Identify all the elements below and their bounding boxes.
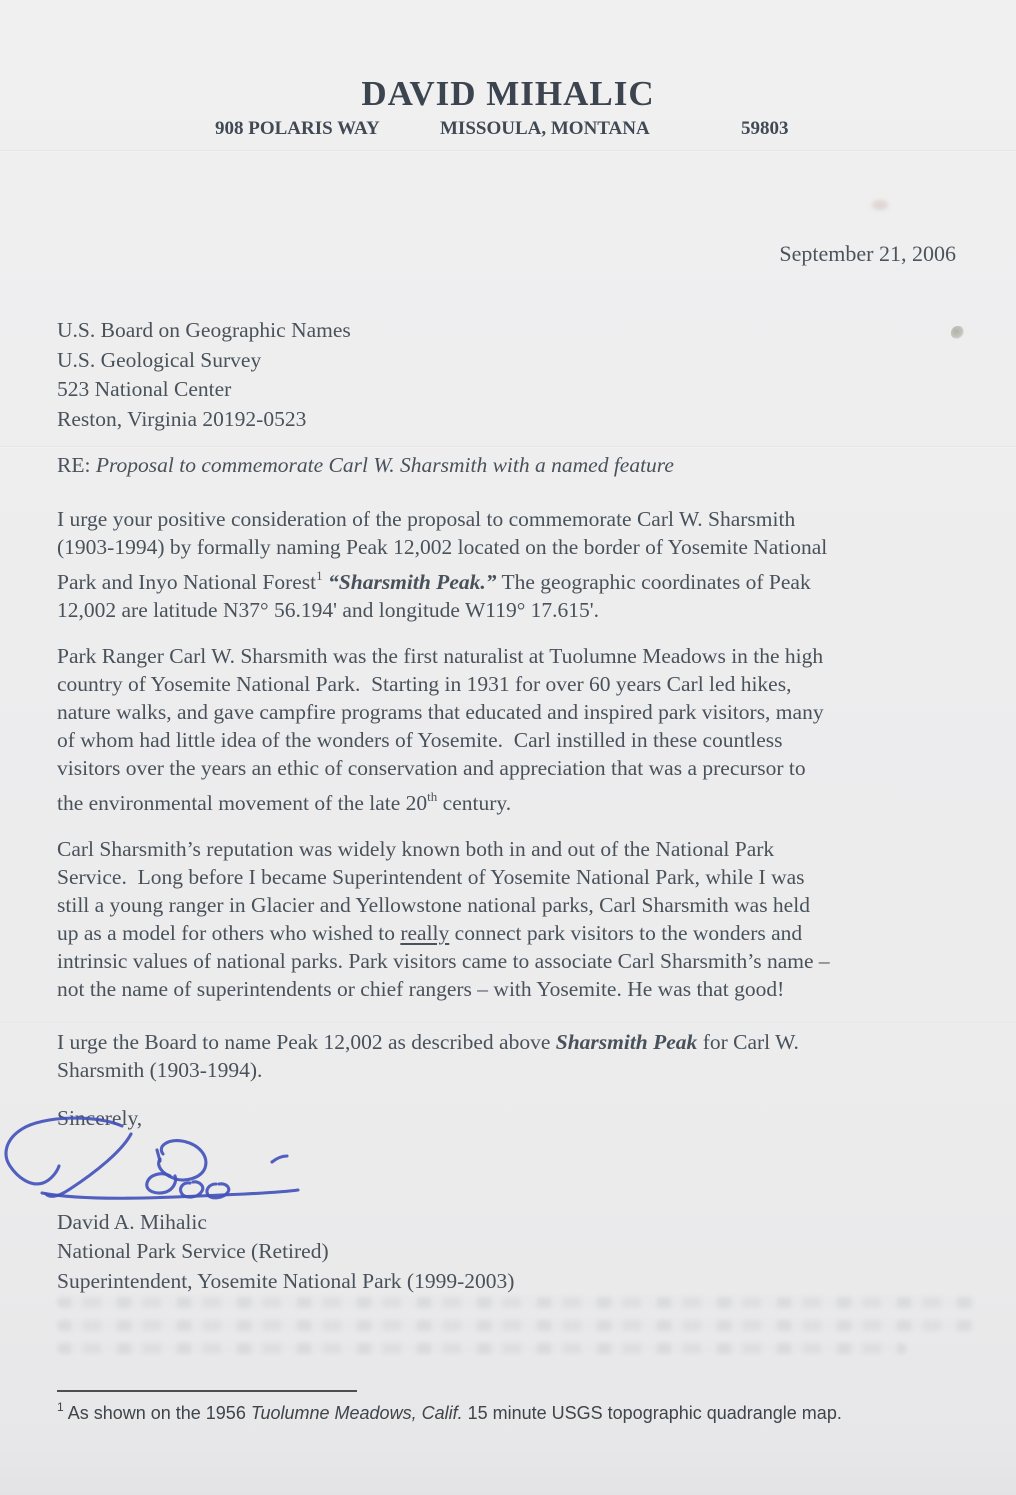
sender-name: David A. Mihalic: [57, 1210, 207, 1234]
body-paragraph-2: [57, 643, 824, 817]
letter-date: September 21, 2006: [779, 241, 956, 266]
text-segment: connect park visitors to the wonders and: [449, 920, 803, 945]
footnote-rule: [57, 1390, 357, 1392]
subject-line: [57, 452, 674, 480]
body-paragraph-3: [57, 836, 830, 1003]
address-line: Reston, Virginia 20192-0523: [57, 406, 307, 431]
subject-text: Proposal to commemorate Carl W. Sharsmith with a named feature: [90, 453, 674, 477]
footnote-text: 15 minute USGS topographic quadrangle map.: [462, 1403, 842, 1423]
letterhead-name: DAVID MIHALIC: [361, 74, 655, 113]
sender-organization: National Park Service (Retired): [57, 1239, 329, 1264]
text-line: nature walks, and gave campfire programs that educated and inspired park visitors, many: [57, 699, 824, 724]
text-line: intrinsic values of national parks. Park visitors came to associate Carl Sharsmith’s name –: [57, 948, 830, 973]
text-line: [57, 1029, 799, 1057]
text-line: [57, 783, 824, 818]
paper-crease: [0, 150, 1016, 152]
body-paragraph-4: [57, 1029, 799, 1085]
address-line: 523 National Center: [57, 377, 232, 401]
bleed-through-texture: [57, 1320, 975, 1331]
paper-crease: [0, 446, 1016, 448]
footnote: [57, 1400, 842, 1424]
address-line: U.S. Board on Geographic Names: [57, 318, 351, 342]
footnote-text: As shown on the 1956: [63, 1403, 251, 1423]
ordinal-superscript: th: [427, 788, 438, 804]
address-line: U.S. Geological Survey: [57, 347, 262, 372]
text-line: (1903-1994) by formally naming Peak 12,002 located on the border of Yosemite National: [57, 534, 828, 559]
text-segment: up as a model for others who wished to: [57, 920, 401, 945]
text-line: visitors over the years an ethic of conservation and appreciation that was a precursor to: [57, 755, 806, 780]
signature: [0, 1110, 340, 1210]
bleed-through-texture: [57, 1297, 975, 1308]
subject-label: RE:: [57, 453, 91, 477]
paper-speck: [951, 326, 964, 339]
letterhead-zip: 59803: [741, 118, 789, 139]
text-line: [57, 920, 830, 948]
text-segment: century.: [437, 790, 512, 815]
footnote-reference: 1: [316, 567, 323, 583]
text-line: I urge your positive consideration of the proposal to commemorate Carl W. Sharsmith: [57, 507, 796, 531]
text-line: 12,002 are latitude N37° 56.194' and longitude W119° 17.615'.: [57, 597, 600, 622]
text-line: Service. Long before I became Superintendent of Yosemite National Park, while I was: [57, 864, 805, 889]
text-line: country of Yosemite National Park. Starting in 1931 for over 60 years Carl led hikes,: [57, 671, 792, 696]
text-segment: for Carl W.: [697, 1030, 799, 1054]
paper-crease: [0, 1022, 1016, 1024]
peak-name-emphasis: Sharsmith Peak: [555, 1030, 698, 1054]
text-line: Carl Sharsmith’s reputation was widely known both in and out of the National Park: [57, 837, 775, 861]
underlined-word: really: [400, 920, 450, 945]
peak-name-emphasis: “Sharsmith Peak.”: [322, 569, 497, 594]
text-segment: the environmental movement of the late 20: [57, 790, 428, 815]
text-line: Sharsmith (1903-1994).: [57, 1057, 263, 1082]
text-segment: The geographic coordinates of Peak: [496, 569, 811, 594]
sender-title: Superintendent, Yosemite National Park (1999-2003): [57, 1268, 515, 1293]
bleed-through-texture: [57, 1343, 907, 1354]
letterhead-street: 908 POLARIS WAY: [215, 118, 380, 139]
closing-block: [57, 1208, 514, 1296]
letterhead-city: MISSOULA, MONTANA: [440, 118, 650, 139]
text-line: of whom had little idea of the wonders of Yosemite. Carl instilled in these countless: [57, 727, 783, 752]
text-line: [57, 562, 827, 597]
footnote-marker: 1: [57, 1400, 64, 1414]
recipient-address: [57, 316, 351, 434]
text-line: Park Ranger Carl W. Sharsmith was the first naturalist at Tuolumne Meadows in the high: [57, 644, 824, 668]
body-paragraph-1: [57, 506, 827, 625]
paper-smudge: [872, 200, 888, 210]
text-segment: I urge the Board to name Peak 12,002 as described above: [57, 1030, 556, 1054]
text-segment: Park and Inyo National Forest: [57, 569, 317, 594]
footnote-map-title: Tuolumne Meadows, Calif.: [250, 1403, 463, 1423]
text-line: not the name of superintendents or chief rangers – with Yosemite. He was that good!: [57, 976, 785, 1001]
closing-salutation: Sincerely,: [57, 1106, 143, 1130]
text-line: still a young ranger in Glacier and Yellowstone national parks, Carl Sharsmith was held: [57, 892, 810, 917]
